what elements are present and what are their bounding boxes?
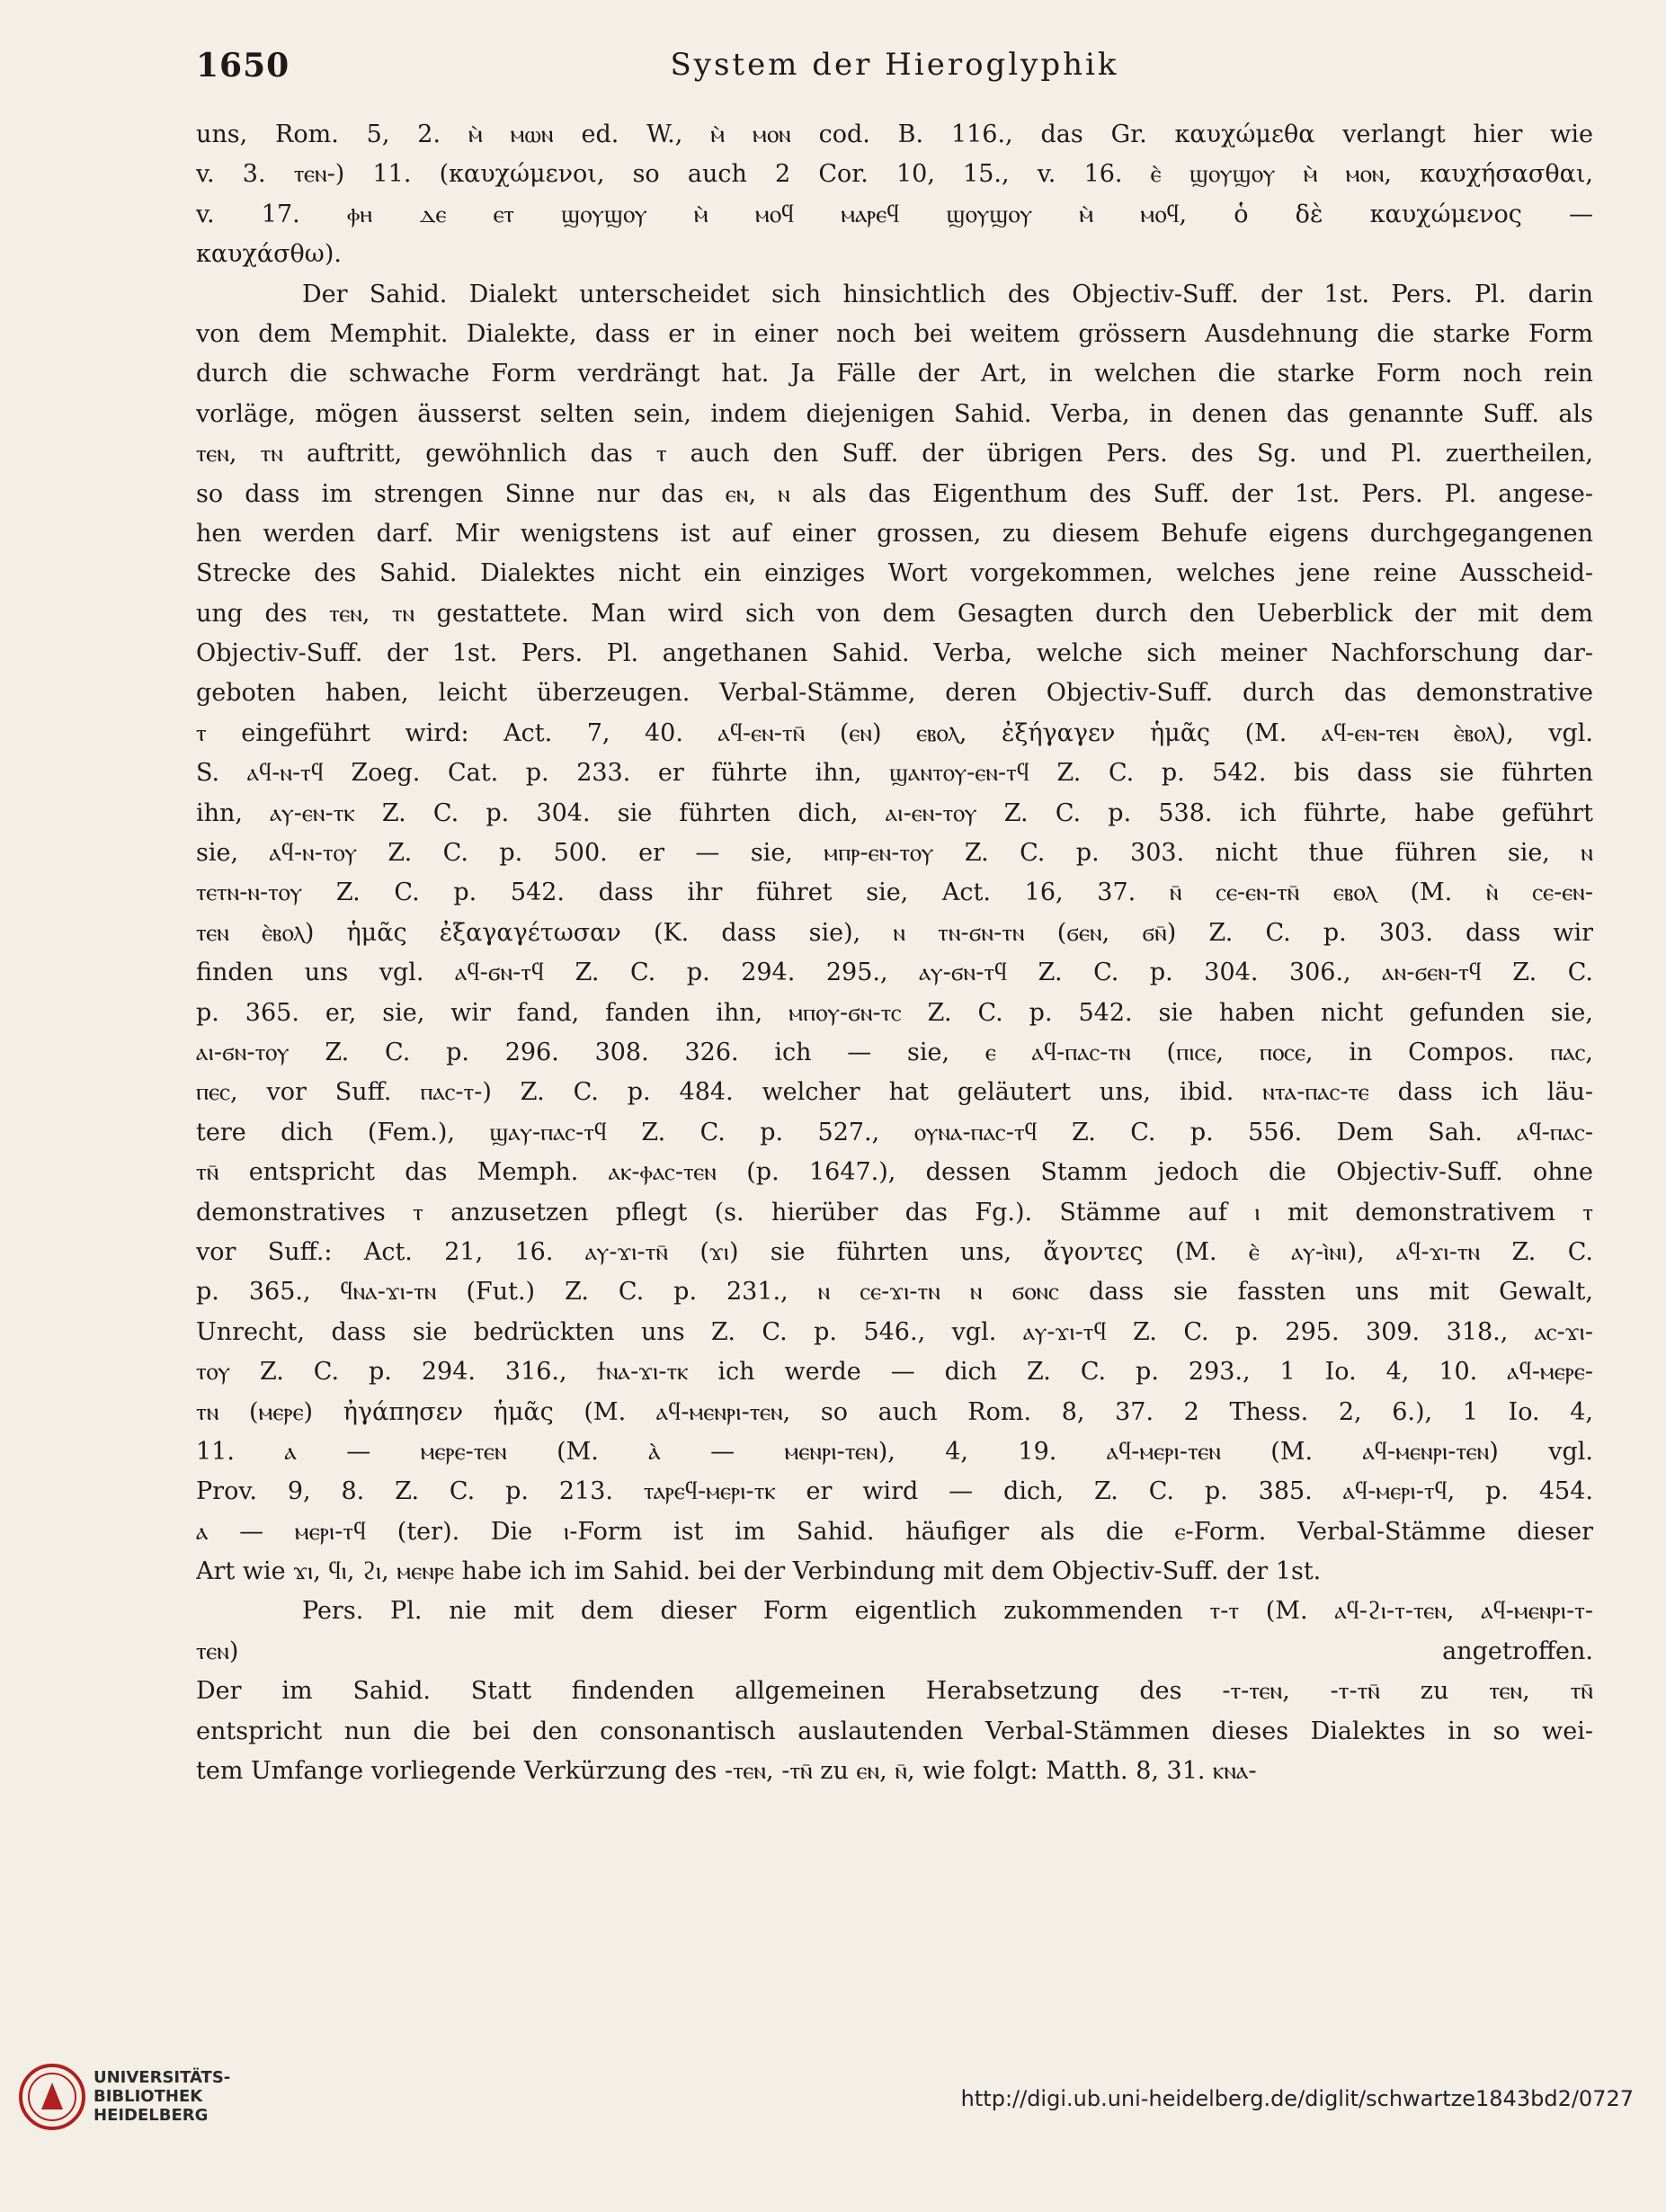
text-line: Unrecht, dass sie bedrückten uns Z. C. p. 546., vgl. ⲁⲩ-ϫⲓ-ⲧϥ Z. C. p. 295. 309. 318., ⲁⲥ-ϫⲓ- (196, 1317, 1593, 1346)
text-line: Strecke des Sahid. Dialektes nicht ein einziges Wort vorgekommen, welches jene reine Ausscheid- (196, 559, 1593, 588)
source-url[interactable]: http://digi.ub.uni-heidelberg.de/diglit/schwartze1843bd2/0727 (960, 2086, 1634, 2111)
text-line: hen werden darf. Mir wenigstens ist auf einer grossen, zu diesem Behufe eigens durchgegangenen (196, 519, 1593, 548)
text-line: Der Sahid. Dialekt unterscheidet sich hinsichtlich des Objectiv-Suff. der 1st. Pers. Pl. darin (302, 280, 1593, 308)
text-line: vor Suff.: Act. 21, 16. ⲁⲩ-ϫⲓ-ⲧⲛ̄ (ϫⲓ) sie führten uns, ἄγοντες (M. ⲉ̀ ⲁⲩ-ⲓ̀ⲛⲓ), ⲁϥ-ϫⲓ-ⲧⲛ Z. C. (196, 1237, 1593, 1266)
text-line: 11. ⲁ — ⲙⲉⲣⲉ-ⲧⲉⲛ (M. ⲁ̀ — ⲙⲉⲛⲣⲓ-ⲧⲉⲛ), 4, 19. ⲁϥ-ⲙⲉⲣⲓ-ⲧⲉⲛ (M. ⲁϥ-ⲙⲉⲛⲣⲓ-ⲧⲉⲛ) vgl. (196, 1437, 1593, 1466)
text-line: finden uns vgl. ⲁϥ-ϭⲛ-ⲧϥ Z. C. p. 294. 295., ⲁⲩ-ϭⲛ-ⲧϥ Z. C. p. 304. 306., ⲁⲛ-ϭⲉⲛ-ⲧϥ Z. C. (196, 959, 1593, 987)
page-header (196, 47, 1593, 92)
text-line: vorläge, mögen äusserst selten sein, indem diejenigen Sahid. Verba, in denen das genannte Suff. als (196, 399, 1593, 428)
text-line: demonstratives ⲧ anzusetzen pflegt (s. hierüber das Fg.). Stämme auf ⲓ mit demonstrativem ⲧ (196, 1198, 1593, 1226)
text-line: καυχάσθω). (196, 240, 342, 269)
library-name (94, 2068, 230, 2125)
text-line: ⲧⲉⲛ) angetroffen. (196, 1637, 1593, 1665)
university-seal-icon (18, 2063, 86, 2131)
text-line: Pers. Pl. nie mit dem dieser Form eigentlich zukommenden ⲧ-ⲧ (M. ⲁϥ-ϩⲓ-ⲧ-ⲧⲉⲛ, ⲁϥ-ⲙⲉⲛⲣⲓ-ⲧ- (302, 1597, 1593, 1626)
text-line: ⲁⲓ-ϭⲛ-ⲧⲟⲩ Z. C. p. 296. 308. 326. ich — sie, ⲉ ⲁϥ-ⲡⲁⲥ-ⲧⲛ (ⲡⲓⲥⲉ, ⲡⲟⲥⲉ, in Compos. ⲡⲁⲥ, (196, 1038, 1593, 1066)
text-line: Der im Sahid. Statt findenden allgemeinen Herabsetzung des -ⲧ-ⲧⲉⲛ, -ⲧ-ⲧⲛ̄ zu ⲧⲉⲛ, ⲧⲛ̄ (196, 1677, 1593, 1706)
text-line: ⲧⲛ̄ entspricht das Memph. ⲁⲕ-ⲫⲁⲥ-ⲧⲉⲛ (p. 1647.), dessen Stamm jedoch die Objectiv-Suff. ohne (196, 1158, 1593, 1187)
page-number: 1650 (196, 47, 290, 85)
text-line: ung des ⲧⲉⲛ, ⲧⲛ gestattete. Man wird sich von dem Gesagten durch den Ueberblick der mit dem (196, 599, 1593, 628)
text-line: geboten haben, leicht überzeugen. Verbal-Stämme, deren Objectiv-Suff. durch das demonstrative (196, 679, 1593, 708)
text-line: ⲁ — ⲙⲉⲣⲓ-ⲧϥ (ter). Die ⲓ-Form ist im Sahid. häufiger als die ⲉ-Form. Verbal-Stämme dieser (196, 1517, 1593, 1546)
text-line: p. 365., ϥⲛⲁ-ϫⲓ-ⲧⲛ (Fut.) Z. C. p. 231., ⲛ ⲥⲉ-ϫⲓ-ⲧⲛ ⲛ ϭⲟⲛⲥ dass sie fassten uns mit Gewalt, (196, 1278, 1593, 1307)
text-line: Art wie ϫⲓ, ϥⲓ, ϩⲓ, ⲙⲉⲛⲣⲉ habe ich im Sahid. bei der Verbindung mit dem Objectiv-Suff. der 1st. (196, 1557, 1322, 1586)
text-line: uns, Rom. 5, 2. ⲙ̀ ⲙⲱⲛ ed. W., ⲙ̀ ⲙⲟⲛ cod. B. 116., das Gr. καυχώμεθα verlangt hier wie (196, 120, 1593, 148)
library-name-line: UNIVERSITÄTS- (94, 2068, 231, 2087)
text-line: tem Umfange vorliegende Verkürzung des -ⲧⲉⲛ, -ⲧⲛ̄ zu ⲉⲛ, ⲛ̄, wie folgt: Matth. 8, 31. ⲕⲛⲁ- (196, 1757, 1257, 1786)
text-line: Objectiv-Suff. der 1st. Pers. Pl. angethanen Sahid. Verba, welche sich meiner Nachforschung dar- (196, 639, 1593, 668)
text-line: Prov. 9, 8. Z. C. p. 213. ⲧⲁⲣⲉϥ-ⲙⲉⲣⲓ-ⲧⲕ er wird — dich, Z. C. p. 385. ⲁϥ-ⲙⲉⲣⲓ-ⲧϥ, p. 454. (196, 1477, 1593, 1506)
text-line: ihn, ⲁⲩ-ⲉⲛ-ⲧⲕ Z. C. p. 304. sie führten dich, ⲁⲓ-ⲉⲛ-ⲧⲟⲩ Z. C. p. 538. ich führte, habe geführt (196, 798, 1593, 827)
text-line: ⲧⲟⲩ Z. C. p. 294. 316., ϯⲛⲁ-ϫⲓ-ⲧⲕ ich werde — dich Z. C. p. 293., 1 Io. 4, 10. ⲁϥ-ⲙⲉⲣⲉ- (196, 1358, 1593, 1387)
text-line: v. 17. ⲫⲏ ⲇⲉ ⲉⲧ ϣⲟⲩϣⲟⲩ ⲙ̀ ⲙⲟϥ ⲙⲁⲣⲉϥ ϣⲟⲩϣⲟⲩ ⲙ̀ ⲙⲟϥ, ὁ δὲ καυχώμενος — (196, 200, 1593, 228)
text-line: durch die schwache Form verdrängt hat. Ja Fälle der Art, in welchen die starke Form noch rein (196, 360, 1593, 388)
text-line: v. 3. ⲧⲉⲛ-) 11. (καυχώμενοι, so auch 2 Cor. 10, 15., v. 16. ⲉ̀ ϣⲟⲩϣⲟⲩ ⲙ̀ ⲙⲟⲛ, καυχήσασθαι, (196, 160, 1593, 189)
text-line: entspricht nun die bei den consonantisch auslautenden Verbal-Stämmen dieses Dialektes in so wei- (196, 1717, 1593, 1745)
text-line: so dass im strengen Sinne nur das ⲉⲛ, ⲛ als das Eigenthum des Suff. der 1st. Pers. Pl. angese- (196, 479, 1593, 508)
text-line: ⲧⲉⲛ ⲉ̀ⲃⲟⲗ) ἡμᾶς ἐξαγαγέτωσαν (K. dass sie), ⲛ ⲧⲛ-ϭⲛ-ⲧⲛ (ϭⲉⲛ, ϭⲛ̄) Z. C. p. 303. dass wir (196, 918, 1593, 947)
text-line: ⲡⲉⲥ, vor Suff. ⲡⲁⲥ-ⲧ-) Z. C. p. 484. welcher hat geläutert uns, ibid. ⲛⲧⲁ-ⲡⲁⲥ-ⲧⲉ dass ich läu- (196, 1078, 1593, 1107)
text-line: ⲧ eingeführt wird: Act. 7, 40. ⲁϥ-ⲉⲛ-ⲧⲛ̄ (ⲉⲛ) ⲉⲃⲟⲗ, ἐξήγαγεν ἡμᾶς (M. ⲁϥ-ⲉⲛ-ⲧⲉⲛ ⲉ̀ⲃⲟⲗ), vgl. (196, 718, 1593, 747)
text-line: tere dich (Fem.), ϣⲁⲩ-ⲡⲁⲥ-ⲧϥ Z. C. p. 527., ⲟⲩⲛⲁ-ⲡⲁⲥ-ⲧϥ Z. C. p. 556. Dem Sah. ⲁϥ-ⲡⲁⲥ- (196, 1118, 1593, 1146)
body-text (196, 115, 1593, 1791)
running-title: System der Hieroglyphik (670, 47, 1119, 83)
text-line: ⲧⲉⲧⲛ-ⲛ-ⲧⲟⲩ Z. C. p. 542. dass ihr führet sie, Act. 16, 37. ⲛ̄ ⲥⲉ-ⲉⲛ-ⲧⲛ̄ ⲉⲃⲟⲗ (M. ⲛ̀ ⲥⲉ-ⲉⲛ- (196, 879, 1593, 907)
text-line: sie, ⲁϥ-ⲛ-ⲧⲟⲩ Z. C. p. 500. er — sie, ⲙⲡⲣ-ⲉⲛ-ⲧⲟⲩ Z. C. p. 303. nicht thue führen sie, ⲛ (196, 839, 1593, 868)
library-name-line: HEIDELBERG (94, 2106, 209, 2125)
library-name-line: BIBLIOTHEK (94, 2087, 203, 2106)
text-line: von dem Memphit. Dialekte, dass er in einer noch bei weitem grössern Ausdehnung die starke Form (196, 319, 1593, 348)
text-line: ⲧⲛ (ⲙⲉⲣⲉ) ἠγάπησεν ἡμᾶς (M. ⲁϥ-ⲙⲉⲛⲣⲓ-ⲧⲉⲛ, so auch Rom. 8, 37. 2 Thess. 2, 6.), 1 Io. 4, (196, 1397, 1593, 1426)
page-footer (0, 2050, 1666, 2176)
text-line: S. ⲁϥ-ⲛ-ⲧϥ Zoeg. Cat. p. 233. er führte ihn, ϣⲁⲛⲧⲟⲩ-ⲉⲛ-ⲧϥ Z. C. p. 542. bis dass sie führten (196, 759, 1593, 788)
text-line: p. 365. er, sie, wir fand, fanden ihn, ⲙⲡⲟⲩ-ϭⲛ-ⲧⲥ Z. C. p. 542. sie haben nicht gefunden sie, (196, 998, 1593, 1027)
text-line: ⲧⲉⲛ, ⲧⲛ auftritt, gewöhnlich das ⲧ auch den Suff. der übrigen Pers. des Sg. und Pl. zuertheilen, (196, 440, 1593, 468)
